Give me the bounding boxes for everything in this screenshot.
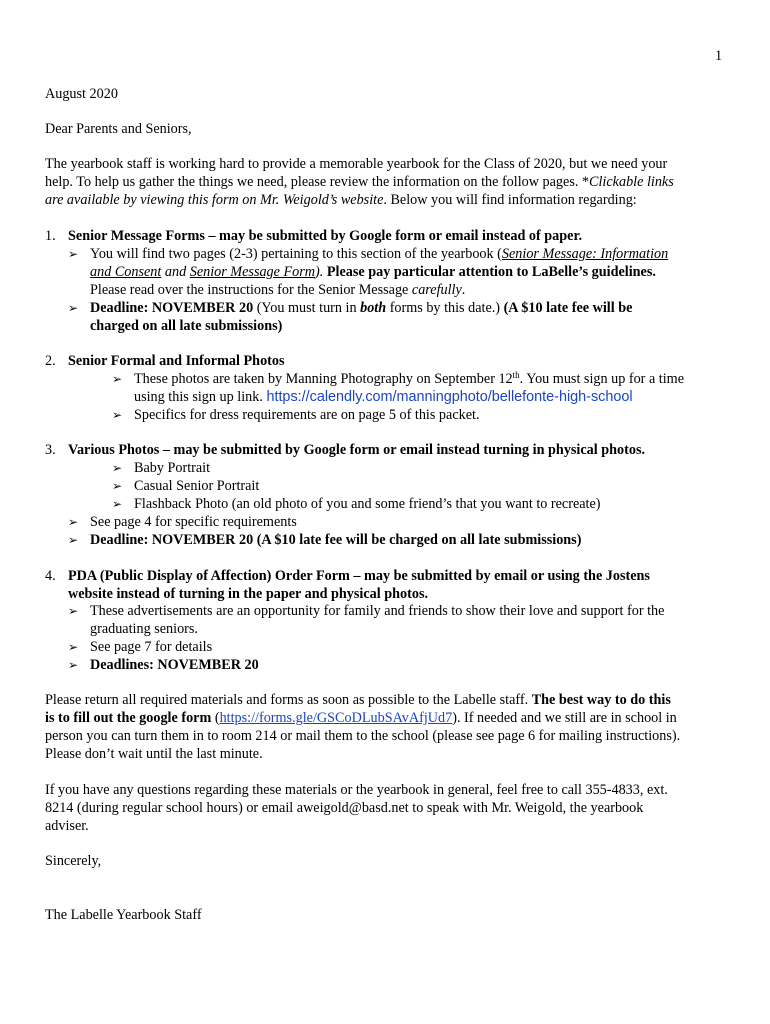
page-number: 1: [715, 48, 723, 64]
both-emphasis: both: [360, 300, 387, 316]
carefully-italic: carefully: [411, 282, 462, 298]
senior-message-consent-link[interactable]: and Consent: [90, 264, 162, 280]
arrow-bullet-icon: ➢: [112, 408, 123, 422]
closing-p1-line-1: [45, 691, 671, 709]
instructions-text: Please read over the instructions for the Senior Message: [90, 282, 412, 298]
paren-open: (: [211, 710, 220, 726]
list-item: Baby Portrait: [134, 460, 211, 476]
list-item: Flashback Photo (an old photo of you and some friend’s that you want to recreate): [134, 496, 601, 512]
bullet-text: Specifics for dress requirements are on page 5 of this packet.: [134, 407, 480, 423]
section-1-number: 1.: [45, 228, 56, 244]
late-fee-text: (A $10 late fee will be: [503, 300, 633, 316]
greeting: Dear Parents and Seniors,: [45, 121, 192, 137]
paren-text: ).: [315, 264, 327, 280]
best-way-emphasis: The best way to do this: [531, 692, 671, 708]
section-1-bullet-2-line-2: charged on all late submissions): [90, 318, 283, 334]
intro-text: help. To help us gather the things we need, please review the information on the follow pages. *: [45, 174, 590, 190]
bullet-text: You will find two pages (2-3) pertaining to this section of the yearbook (: [90, 246, 502, 262]
section-4-bullet-1-line-2: graduating seniors.: [90, 621, 198, 637]
signoff: Sincerely,: [45, 853, 102, 869]
guidelines-emphasis: Please pay particular attention to LaBelle’s guidelines.: [326, 264, 656, 280]
ordinal-suffix: th: [512, 370, 520, 380]
google-form-emphasis: is to fill out the google form: [45, 710, 212, 726]
deadline-text: (You must turn in: [253, 300, 361, 316]
closing-p2-line-1: If you have any questions regarding these materials or the yearbook in general, feel free to call 355-4833, ext.: [45, 782, 668, 798]
section-3-number: 3.: [45, 442, 56, 458]
arrow-bullet-icon: ➢: [68, 658, 79, 672]
arrow-bullet-icon: ➢: [68, 533, 79, 547]
section-1-bullet-1-line-2: [90, 263, 656, 281]
arrow-bullet-icon: ➢: [112, 372, 123, 386]
intro-italic: Clickable links: [589, 174, 674, 190]
section-2-bullet-1-line-2: [134, 388, 633, 406]
arrow-bullet-icon: ➢: [112, 461, 123, 475]
google-form-link[interactable]: https://forms.gle/GSCoDLubSAvAfjUd7: [219, 710, 453, 726]
deadline-text: Deadlines: NOVEMBER 20: [90, 657, 259, 673]
bullet-text-2: . You must sign up for a time: [519, 371, 685, 387]
arrow-bullet-icon: ➢: [68, 640, 79, 654]
section-2-heading: Senior Formal and Informal Photos: [68, 353, 285, 369]
section-1-heading: Senior Message Forms – may be submitted by Google form or email instead of paper.: [68, 228, 582, 244]
closing-text: Please return all required materials and forms as soon as possible to the Labelle staff.: [45, 692, 532, 708]
bullet-text: These photos are taken by Manning Photography on September 12: [134, 371, 513, 387]
deadline-text: Deadline: NOVEMBER 20 (A $10 late fee will be charged on all late submissions): [90, 532, 582, 548]
section-2-number: 2.: [45, 353, 56, 369]
section-1-bullet-1-line-3: [90, 281, 465, 299]
period: .: [461, 282, 466, 298]
section-4-number: 4.: [45, 568, 56, 584]
signup-text: using this sign up link.: [134, 389, 267, 405]
closing-p1-line-4: Please don’t wait until the last minute.: [45, 746, 263, 762]
deadline-text-2: forms by this date.): [386, 300, 504, 316]
closing-text-2: ). If needed and we still are in school in: [452, 710, 677, 726]
section-4-heading-line-1: PDA (Public Display of Affection) Order Form – may be submitted by email or using the Jostens: [68, 568, 650, 584]
arrow-bullet-icon: ➢: [68, 247, 79, 261]
arrow-bullet-icon: ➢: [112, 497, 123, 511]
closing-p1-line-3: person you can turn them in to room 214 or mail them to the school (please see page 6 for mailing instructions).: [45, 728, 681, 744]
arrow-bullet-icon: ➢: [68, 301, 79, 315]
deadline-label: Deadline: NOVEMBER 20: [90, 300, 254, 316]
intro-italic-website: are available by viewing this form on Mr. Weigold’s website: [45, 192, 384, 208]
bullet-text: These advertisements are an opportunity for family and friends to show their love and support for the: [90, 603, 665, 619]
and-text: and: [161, 264, 190, 280]
arrow-bullet-icon: ➢: [112, 479, 123, 493]
signature: The Labelle Yearbook Staff: [45, 907, 202, 923]
arrow-bullet-icon: ➢: [68, 515, 79, 529]
intro-line-3: [45, 191, 637, 209]
intro-text-end: . Below you will find information regarding:: [383, 192, 637, 208]
intro-line-1: The yearbook staff is working hard to provide a memorable yearbook for the Class of 2020, but we need your: [45, 156, 668, 172]
list-item: Casual Senior Portrait: [134, 478, 260, 494]
arrow-bullet-icon: ➢: [68, 604, 79, 618]
intro-line-2: [45, 173, 674, 191]
bullet-text: See page 4 for specific requirements: [90, 514, 297, 530]
senior-message-form-link[interactable]: Senior Message Form: [189, 264, 316, 280]
letter-date: August 2020: [45, 86, 118, 102]
closing-p1-line-2: [45, 709, 677, 727]
senior-message-info-link[interactable]: Senior Message: Information: [501, 246, 669, 262]
closing-p2-line-3: adviser.: [45, 818, 89, 834]
section-4-heading-line-2: website instead of turning in the paper and physical photos.: [68, 586, 429, 602]
section-3-heading: Various Photos – may be submitted by Google form or email instead turning in physical photos.: [68, 442, 646, 458]
calendly-signup-link[interactable]: https://calendly.com/manningphoto/bellefonte-high-school: [266, 389, 633, 405]
bullet-text: See page 7 for details: [90, 639, 213, 655]
closing-p2-line-2: 8214 (during regular school hours) or email aweigold@basd.net to speak with Mr. Weigold, the yearbook: [45, 800, 644, 816]
